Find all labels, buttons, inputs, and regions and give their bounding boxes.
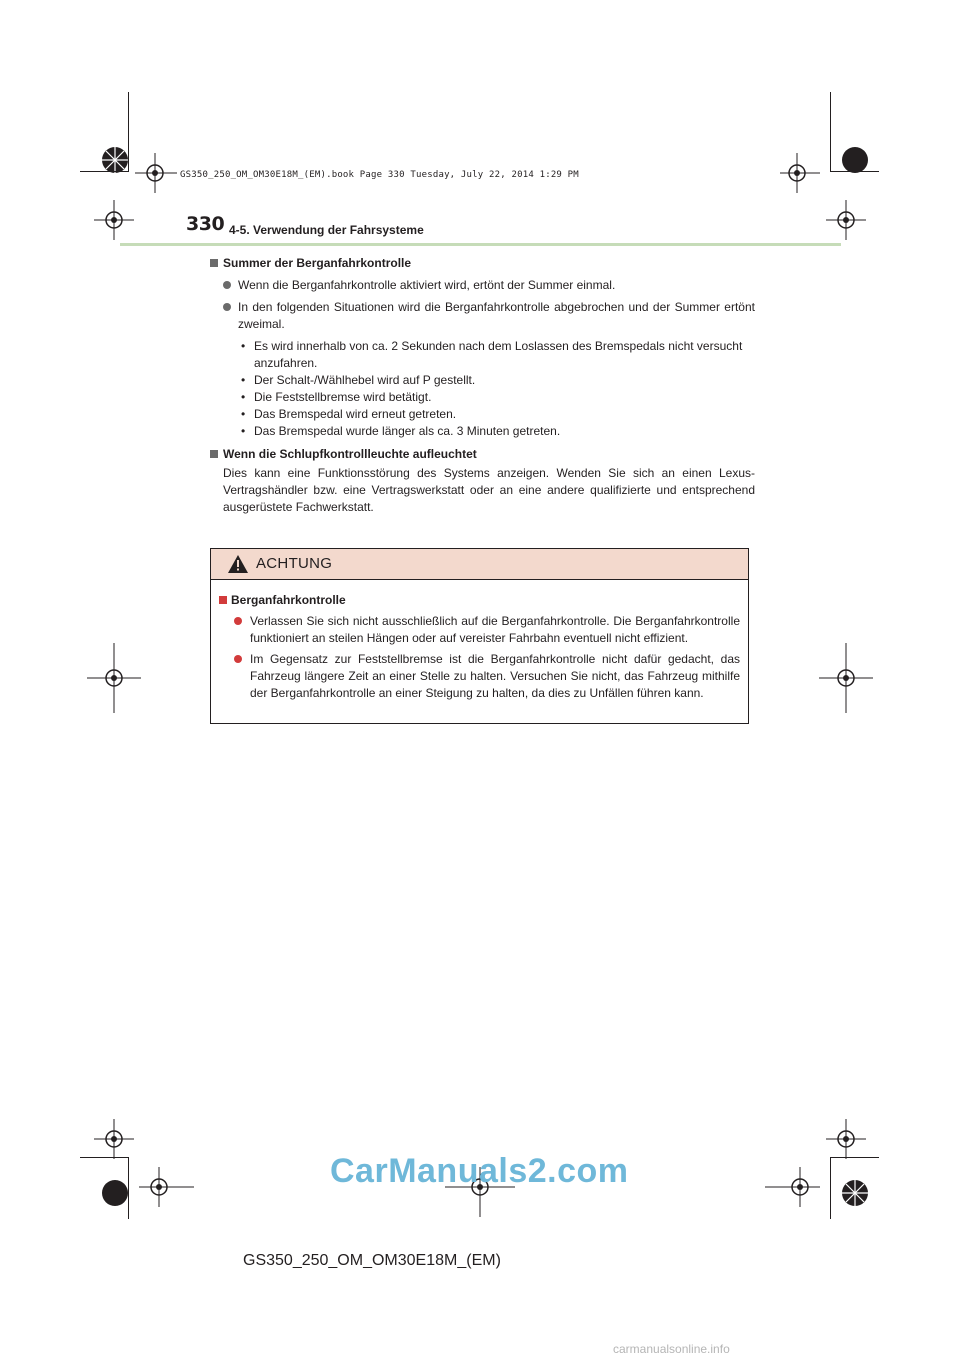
- circle-bullet-icon: [234, 617, 242, 625]
- circle-bullet-icon: [234, 655, 242, 663]
- print-file-stamp: GS350_250_OM_OM30E18M_(EM).book Page 330 Tuesday, July 22, 2014 1:29 PM: [180, 170, 579, 180]
- crop-line: [80, 171, 128, 172]
- warning-body: [211, 580, 748, 702]
- sub-list: [210, 338, 755, 440]
- warning-bullet: Im Gegensatz zur Feststellbremse ist die Berganfahrkontrolle nicht dafür gedacht, das Fahrzeug längere Zeit an einer Stelle zu halten. Versuchen Sie nicht, das Fahrzeug mithilfe der Berganfahrkontrolle an einer Steigung zu halten, da dies zu Unfällen führen kann.: [219, 651, 740, 702]
- warning-triangle-icon: [228, 555, 248, 573]
- warning-bullet: Verlassen Sie sich nicht ausschließlich auf die Berganfahrkontrolle. Die Berganfahrkontrolle funktioniert an steilen Hängen oder auf vereister Fahrbahn eventuell nicht effizient.: [219, 613, 740, 647]
- warning-heading: Berganfahrkontrolle: [219, 592, 740, 609]
- main-content: [210, 255, 755, 516]
- crop-line: [831, 1157, 879, 1158]
- square-bullet-icon: [219, 596, 227, 604]
- footer-code: GS350_250_OM_OM30E18M_(EM): [243, 1252, 501, 1269]
- warning-box: [210, 548, 749, 724]
- section-heading: Summer der Berganfahrkontrolle: [210, 255, 755, 272]
- crosshair-mark-icon: [124, 1152, 194, 1222]
- section-heading: Wenn die Schlupfkontrollleuchte aufleuchtet: [210, 446, 755, 463]
- crop-line: [128, 92, 129, 172]
- sub-list-item: • Die Feststellbremse wird betätigt.: [241, 390, 432, 404]
- paragraph: Dies kann eine Funktionsstörung des Systems anzeigen. Wenden Sie sich an einen Lexus-Vertragshändler bzw. eine Vertragswerkstatt oder an eine andere qualifizierte und entsprechend ausgerüstete Fachwerkstatt.: [223, 466, 755, 514]
- sub-list-item: • Das Bremspedal wird erneut getreten.: [241, 407, 457, 421]
- circle-bullet-icon: [223, 303, 231, 311]
- square-bullet-icon: [210, 450, 218, 458]
- crop-line: [830, 1157, 831, 1219]
- circle-bullet-icon: [223, 281, 231, 289]
- crop-line: [128, 1157, 129, 1219]
- watermark-bottom: carmanualsonline.info: [613, 1342, 730, 1356]
- crosshair-mark-icon: [811, 643, 881, 713]
- header-rule: [120, 243, 841, 246]
- warning-title: ACHTUNG: [256, 555, 333, 572]
- bullet-item: In den folgenden Situationen wird die Berganfahrkontrolle abgebrochen und der Summer ertönt zweimal.: [210, 299, 755, 333]
- crosshair-mark-icon: [79, 643, 149, 713]
- sub-list-item: • Es wird innerhalb von ca. 2 Sekunden nach dem Loslassen des Bremspedals nicht versucht anzufahren.: [241, 339, 743, 370]
- page-number: 330: [186, 213, 225, 235]
- crop-line: [831, 171, 879, 172]
- sub-list-item: • Das Bremspedal wurde länger als ca. 3 Minuten getreten.: [241, 424, 561, 438]
- sub-list-item: • Der Schalt-/Wählhebel wird auf P gestellt.: [241, 373, 476, 387]
- bullet-item: Wenn die Berganfahrkontrolle aktiviert wird, ertönt der Summer einmal.: [210, 277, 755, 294]
- section-title: 4-5. Verwendung der Fahrsysteme: [229, 223, 424, 237]
- square-bullet-icon: [210, 259, 218, 267]
- watermark: CarManuals2.com: [330, 1152, 629, 1190]
- crop-line: [80, 1157, 128, 1158]
- crop-line: [830, 92, 831, 172]
- warning-header: [211, 549, 748, 580]
